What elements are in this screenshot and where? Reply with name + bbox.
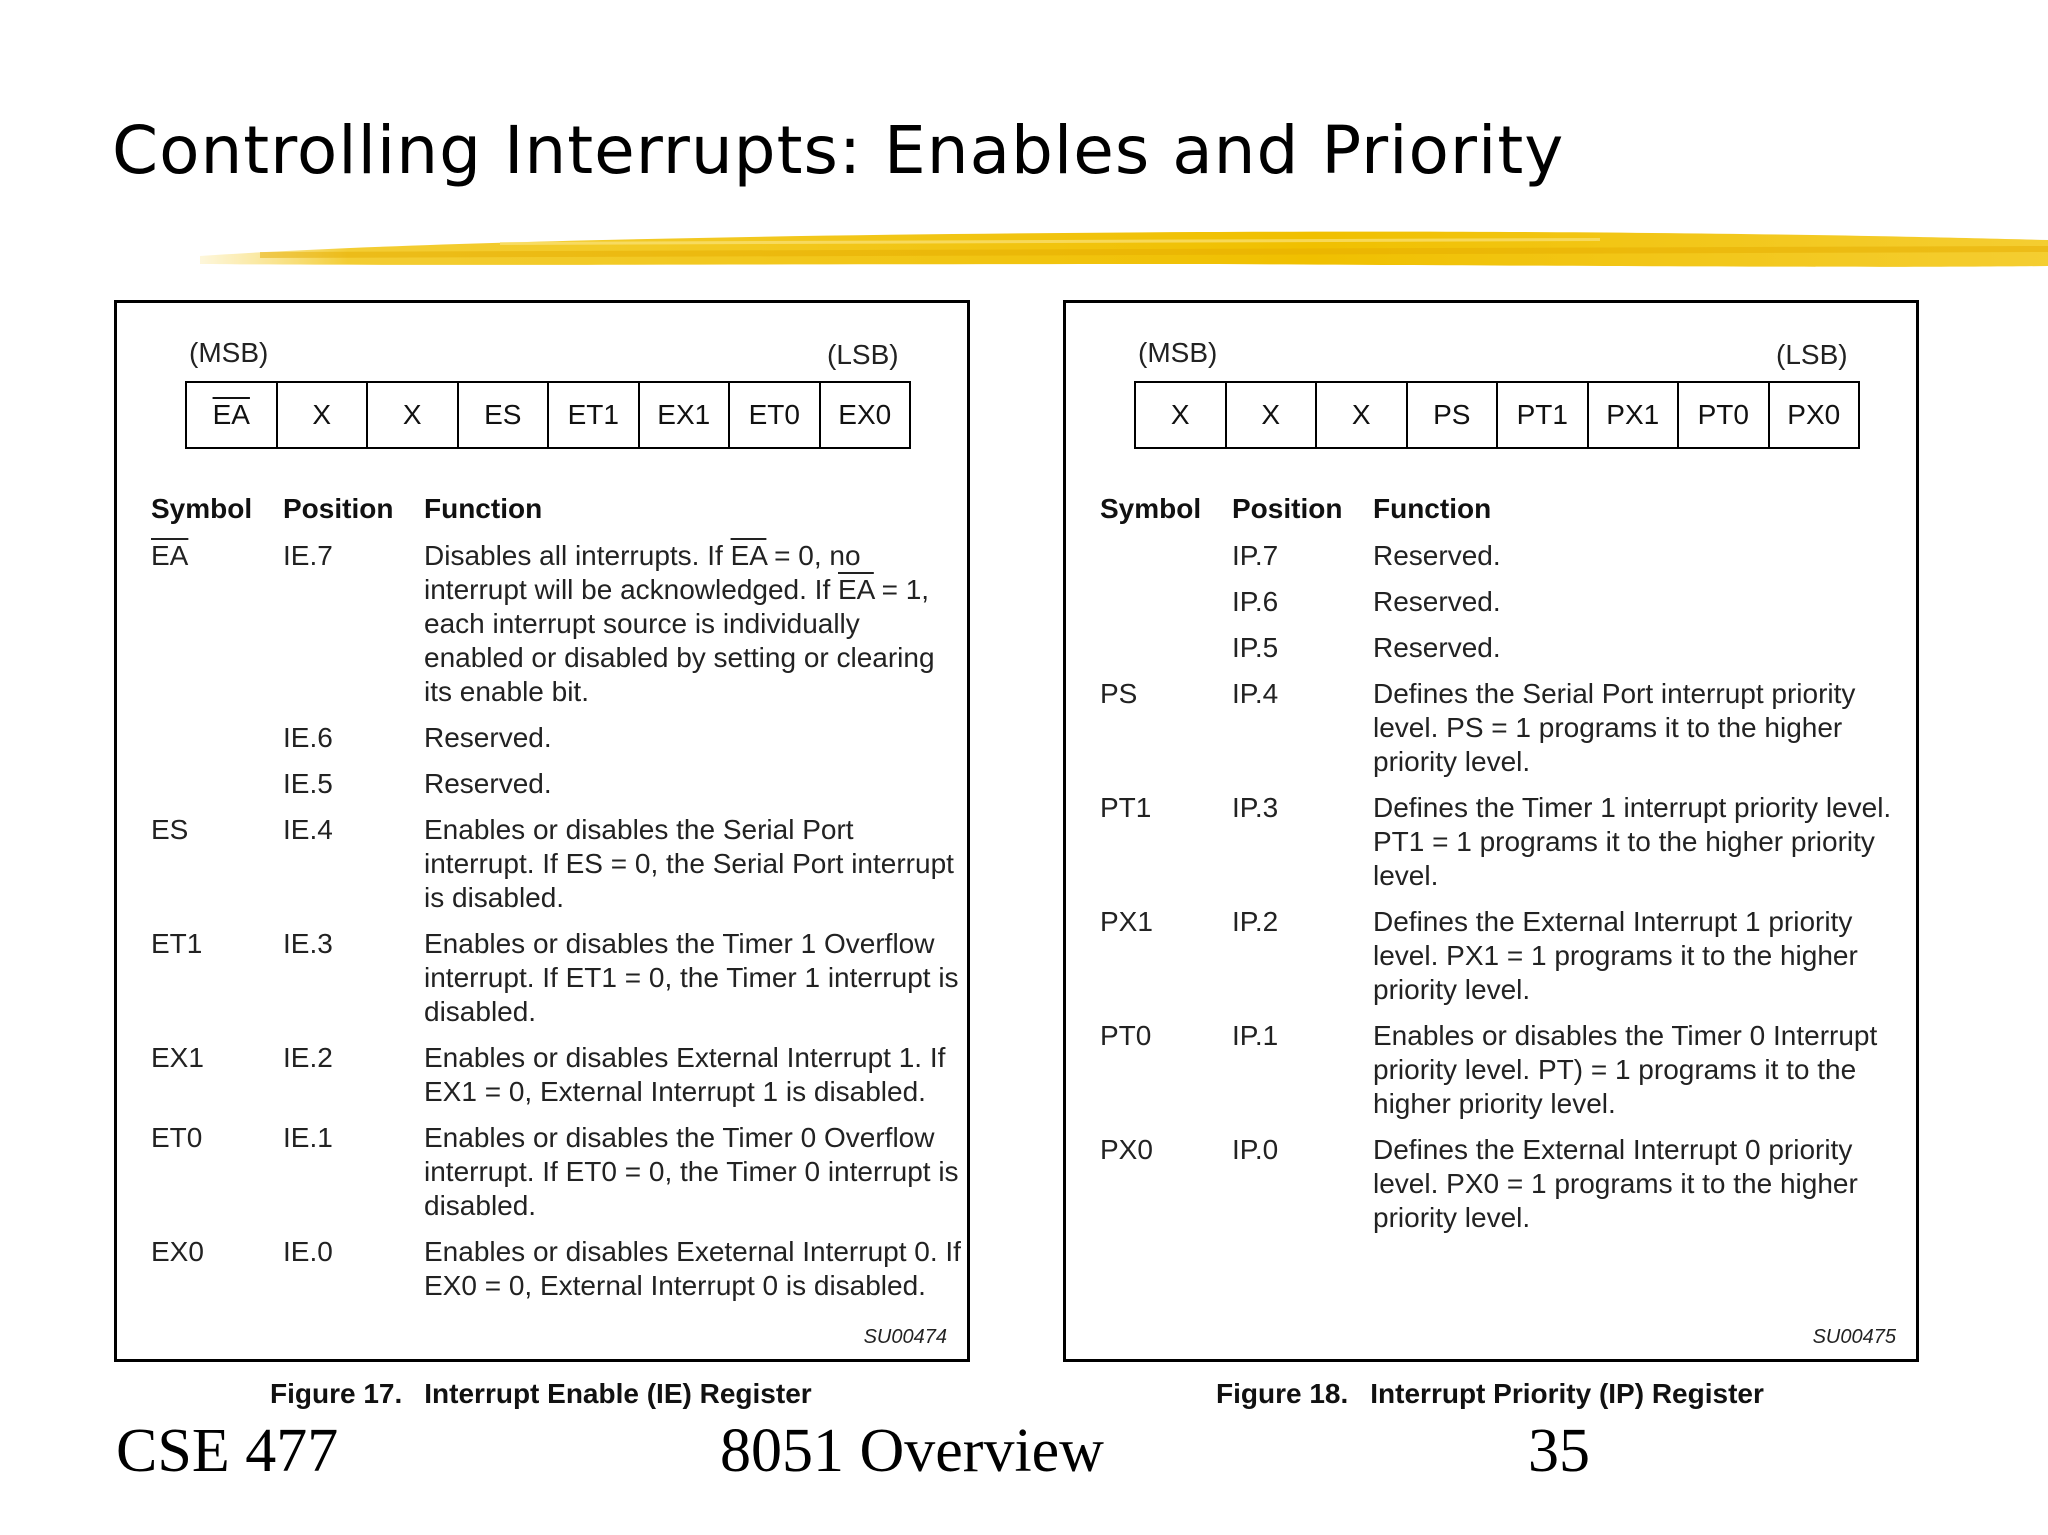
row-position: IE.4 xyxy=(283,814,333,845)
row-position: IE.7 xyxy=(283,540,333,571)
row-symbol: PT0 xyxy=(1100,1020,1152,1051)
bit-cell: X xyxy=(1227,383,1318,447)
row-symbol: ET0 xyxy=(151,1122,203,1153)
row-function: Reserved. xyxy=(424,768,552,799)
bit-cell: PS xyxy=(1408,383,1499,447)
msb-label: (MSB) xyxy=(1138,337,1218,368)
bit-cell: ET1 xyxy=(549,383,640,447)
bit-cell: ES xyxy=(459,383,550,447)
lsb-label: (LSB) xyxy=(827,339,899,370)
msb-label: (MSB) xyxy=(189,337,269,368)
header-symbol: Symbol xyxy=(151,493,253,524)
footer-page-number: 35 xyxy=(1528,1417,1590,1485)
ip-register-figure xyxy=(1063,300,1919,1362)
bit-cell: X xyxy=(1136,383,1227,447)
row-symbol: PS xyxy=(1100,678,1138,709)
header-symbol: Symbol xyxy=(1100,493,1202,524)
bit-cell: X xyxy=(1317,383,1408,447)
row-position: IP.7 xyxy=(1232,540,1279,571)
header-position: Position xyxy=(283,493,394,524)
bit-cell: X xyxy=(278,383,369,447)
row-symbol: EX0 xyxy=(151,1236,204,1267)
bit-cell: X xyxy=(368,383,459,447)
row-position: IE.1 xyxy=(283,1122,333,1153)
row-function: Reserved. xyxy=(1373,540,1501,571)
row-position: IP.4 xyxy=(1232,678,1279,709)
row-function: Defines the Serial Port interrupt priority level. PS = 1 programs it to the higher priority level. xyxy=(1373,678,1856,777)
slide-title: Controlling Interrupts: Enables and Priority xyxy=(112,112,1565,189)
row-position: IE.0 xyxy=(283,1236,333,1267)
ie-bit-table xyxy=(185,381,911,449)
header-function: Function xyxy=(424,493,543,524)
row-symbol: EX1 xyxy=(151,1042,204,1073)
row-position: IE.6 xyxy=(283,722,333,753)
row-position: IP.6 xyxy=(1232,586,1279,617)
row-function: Enables or disables the Timer 0 Overflow interrupt. If ET0 = 0, the Timer 0 interrupt is disabled. xyxy=(424,1122,959,1221)
bit-cell: PX0 xyxy=(1787,399,1841,430)
row-position: IP.5 xyxy=(1232,632,1279,663)
row-symbol: PT1 xyxy=(1100,792,1152,823)
row-symbol: $\overline{EA}$ xyxy=(151,540,189,571)
row-position: IP.3 xyxy=(1232,792,1279,823)
bit-cell: ET0 xyxy=(730,383,821,447)
bit-cell: PT1 xyxy=(1498,383,1589,447)
bit-cell: EX1 xyxy=(640,383,731,447)
figure-code: SU00474 xyxy=(863,1326,947,1348)
row-position: IP.1 xyxy=(1232,1020,1279,1051)
bit-cell: PX1 xyxy=(1589,383,1680,447)
row-position: IE.5 xyxy=(283,768,333,799)
row-symbol: ES xyxy=(151,814,189,845)
ip-bit-table xyxy=(1134,381,1860,449)
bit-cell: $\overline{EA}$ xyxy=(187,383,278,447)
row-function: Defines the External Interrupt 1 priority level. PX1 = 1 programs it to the higher priority level. xyxy=(1373,906,1858,1005)
footer-topic: 8051 Overview xyxy=(720,1417,1104,1485)
bit-cell: EX0 xyxy=(838,399,892,430)
row-function: Enables or disables Exeternal Interrupt 0. If EX0 = 0, External Interrupt 0 is disabled. xyxy=(424,1236,961,1301)
row-symbol: ET1 xyxy=(151,928,203,959)
row-function: Defines the External Interrupt 0 priority level. PX0 = 1 programs it to the higher priority level. xyxy=(1373,1134,1858,1233)
row-symbol: PX0 xyxy=(1100,1134,1153,1165)
row-position: IP.0 xyxy=(1232,1134,1279,1165)
header-position: Position xyxy=(1232,493,1343,524)
row-function: Enables or disables the Serial Port interrupt. If ES = 0, the Serial Port interrupt is disabled. xyxy=(424,814,954,913)
figure-code: SU00475 xyxy=(1812,1326,1896,1348)
row-position: IE.2 xyxy=(283,1042,333,1073)
figure-18-caption: Figure 18. Interrupt Priority (IP) Register xyxy=(1216,1378,1764,1409)
row-position: IE.3 xyxy=(283,928,333,959)
figure-17-caption: Figure 17. Interrupt Enable (IE) Register xyxy=(270,1378,812,1409)
row-function: Reserved. xyxy=(1373,586,1501,617)
row-position: IP.2 xyxy=(1232,906,1279,937)
row-function: Reserved. xyxy=(1373,632,1501,663)
row-function: Enables or disables the Timer 0 Interrupt priority level. PT) = 1 programs it to the higher priority level. xyxy=(1373,1020,1878,1119)
row-function: Reserved. xyxy=(424,722,552,753)
header-function: Function xyxy=(1373,493,1492,524)
row-function: Enables or disables the Timer 1 Overflow interrupt. If ET1 = 0, the Timer 1 interrupt is disabled. xyxy=(424,928,959,1027)
highlight-stroke xyxy=(200,222,2048,282)
row-function: Enables or disables External Interrupt 1. If EX1 = 0, External Interrupt 1 is disabled. xyxy=(424,1042,946,1107)
footer-course: CSE 477 xyxy=(116,1417,339,1485)
ie-register-figure xyxy=(114,300,970,1362)
row-function: Disables all interrupts. If $\overline{EA} = 0$, no interrupt will be acknowledged. If $\overline{EA} = 1$, each interrupt source is individually enabled or disabled by setting or clearing its enable bit. xyxy=(424,540,935,707)
bit-cell: PT0 xyxy=(1679,383,1770,447)
row-symbol: PX1 xyxy=(1100,906,1153,937)
row-function: Defines the Timer 1 interrupt priority level. PT1 = 1 programs it to the higher priority level. xyxy=(1373,792,1892,891)
lsb-label: (LSB) xyxy=(1776,339,1848,370)
